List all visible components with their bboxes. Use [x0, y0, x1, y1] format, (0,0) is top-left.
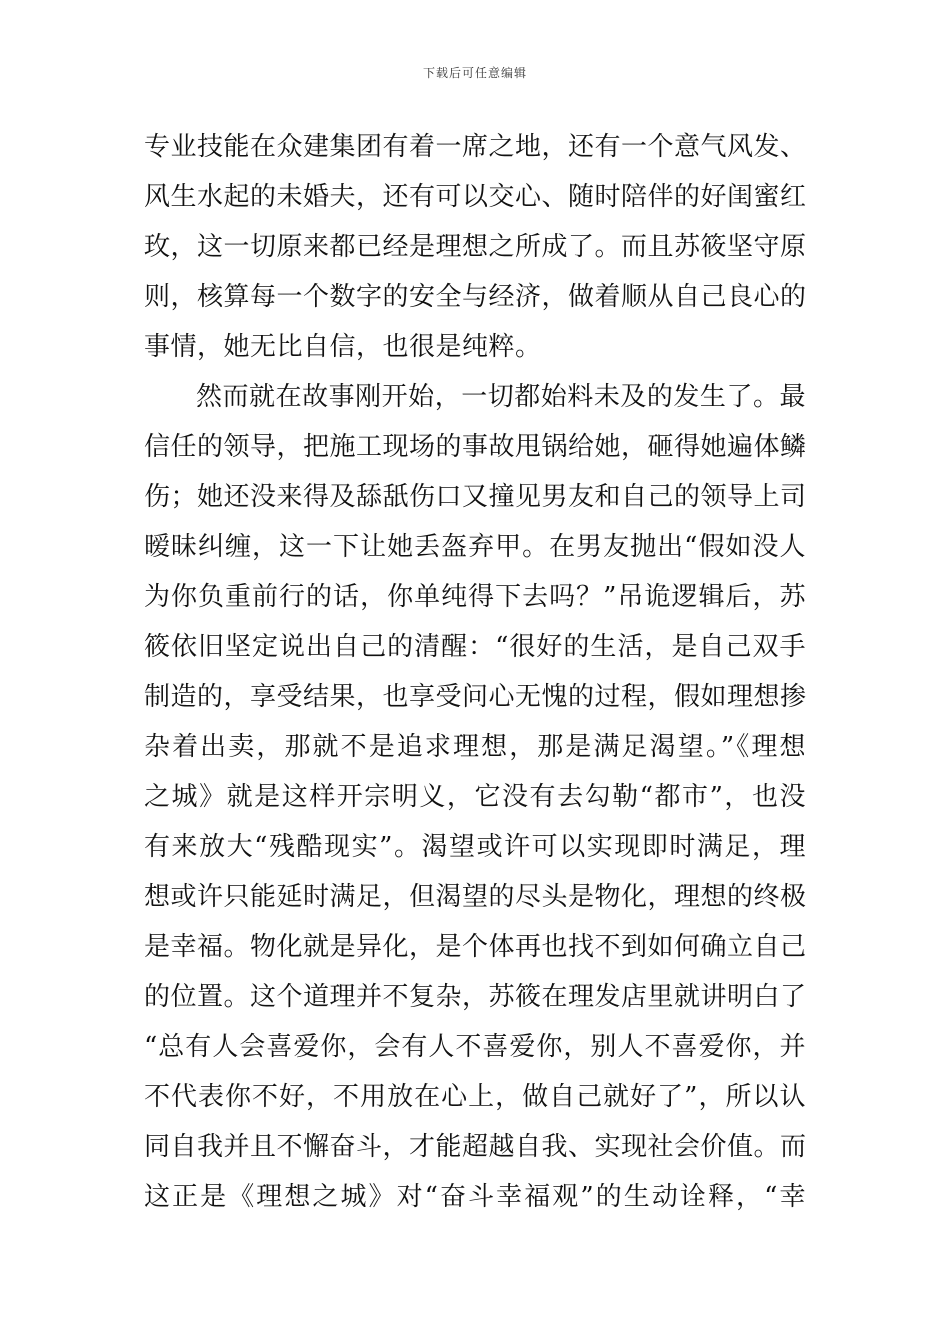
paragraph-start-line: 然而就在故事刚开始，一切都始料未及的发生了。最 [196, 382, 806, 412]
text-line: 是幸福。物化就是异化，是个体再也找不到如何确立自己 [144, 932, 807, 962]
text-line: 同自我并且不懈奋斗，才能超越自我、实现社会价值。而 [144, 1132, 807, 1162]
text-line: 想或许只能延时满足，但渴望的尽头是物化，理想的终极 [144, 882, 807, 912]
text-line: 暧昧纠缠，这一下让她丢盔弃甲。在男友抛出“假如没人 [144, 532, 806, 562]
text-line: 这正是《理想之城》对“奋斗幸福观”的生动诠释，“幸 [144, 1182, 806, 1212]
text-line: 伤；她还没来得及舔舐伤口又撞见男友和自己的领导上司 [144, 482, 807, 512]
text-line: 之城》就是这样开宗明义，它没有去勾勒“都市”，也没 [144, 782, 806, 812]
paragraph-end-line: 事情，她无比自信，也很是纯粹。 [144, 332, 542, 362]
text-line: 杂着出卖，那就不是追求理想，那是满足渴望。”《理想 [144, 732, 806, 762]
body-text [144, 122, 806, 1222]
text-line: “总有人会喜爱你，会有人不喜爱你，别人不喜爱你，并 [144, 1032, 806, 1062]
text-line: 则，核算每一个数字的安全与经济，做着顺从自己良心的 [144, 282, 807, 312]
text-line: 不代表你不好，不用放在心上，做自己就好了”，所以认 [144, 1082, 806, 1112]
page-header: 下载后可任意编辑 [422, 66, 527, 80]
text-line: 筱依旧坚定说出自己的清醒：“很好的生活，是自己双手 [144, 632, 806, 662]
text-line: 制造的，享受结果，也享受问心无愧的过程，假如理想掺 [144, 682, 807, 712]
text-line: 的位置。这个道理并不复杂，苏筱在理发店里就讲明白了 [144, 982, 807, 1012]
text-line: 为你负重前行的话，你单纯得下去吗？”吊诡逻辑后，苏 [144, 582, 806, 612]
text-line: 有来放大“残酷现实”。渴望或许可以实现即时满足，理 [144, 832, 806, 862]
text-line: 信任的领导，把施工现场的事故甩锅给她，砸得她遍体鳞 [144, 432, 807, 462]
text-line: 风生水起的未婚夫，还有可以交心、随时陪伴的好闺蜜红 [144, 182, 807, 212]
text-line: 玫，这一切原来都已经是理想之所成了。而且苏筱坚守原 [144, 232, 807, 262]
text-line: 专业技能在众建集团有着一席之地，还有一个意气风发、 [144, 132, 807, 162]
